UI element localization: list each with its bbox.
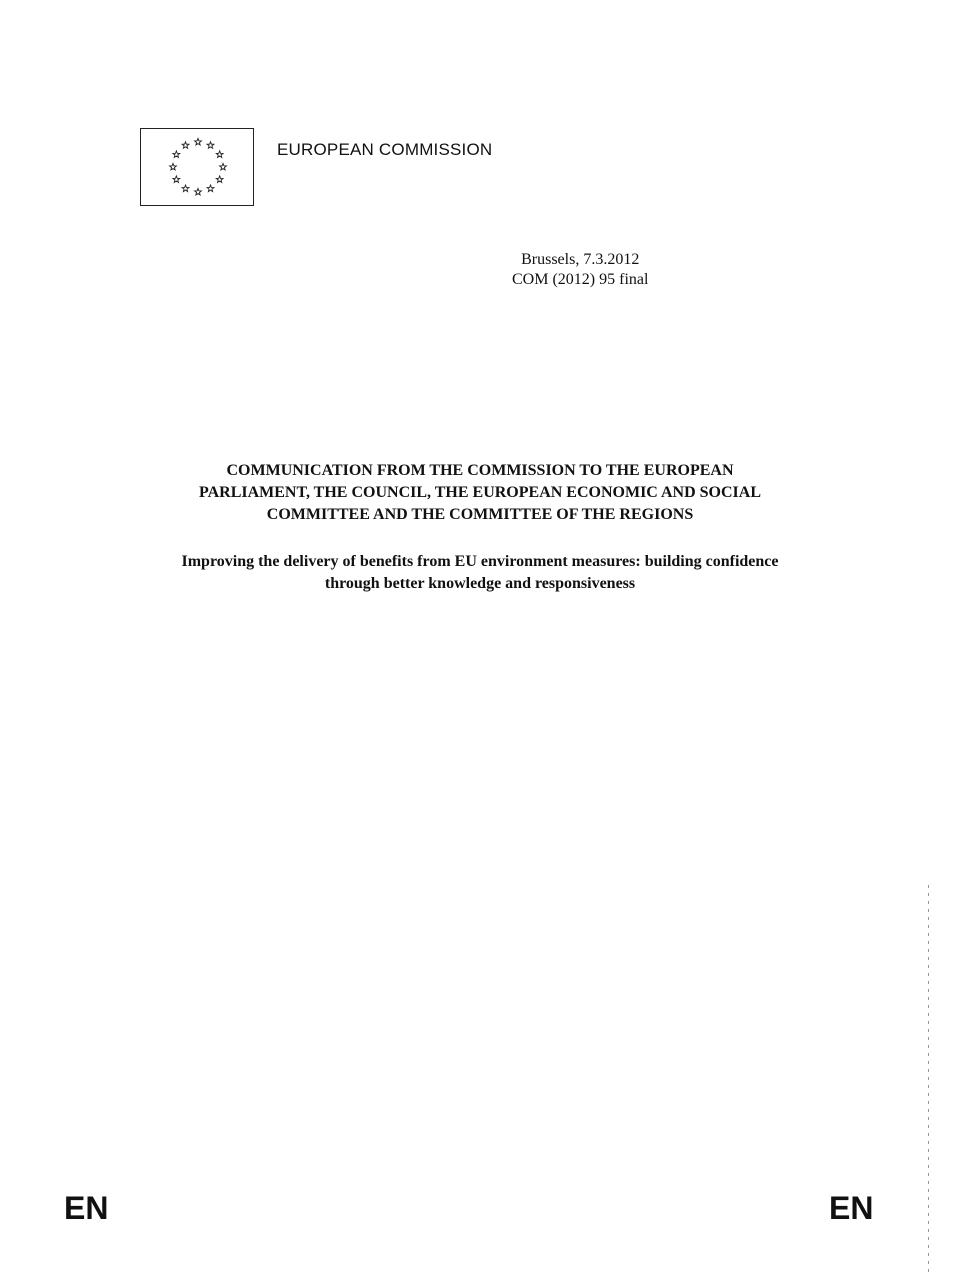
star-icon xyxy=(207,142,214,149)
language-code-right: EN xyxy=(829,1190,874,1226)
title-line: PARLIAMENT, THE COUNCIL, THE EUROPEAN ECONOMIC AND SOCIAL xyxy=(199,484,761,501)
star-icon xyxy=(195,138,202,145)
document-number: COM (2012) 95 final xyxy=(512,271,649,288)
star-icon xyxy=(216,151,223,158)
subtitle-line: Improving the delivery of benefits from EU environment measures: building confidence xyxy=(181,553,779,570)
star-icon xyxy=(220,163,227,170)
star-icon xyxy=(173,176,180,183)
organization-name: EUROPEAN COMMISSION xyxy=(277,140,493,159)
document-subtitle xyxy=(80,551,880,595)
language-code-left: EN xyxy=(64,1190,109,1226)
star-icon xyxy=(207,185,214,192)
title-line: COMMUNICATION FROM THE COMMISSION TO THE EUROPEAN xyxy=(226,462,734,479)
eu-flag-stars-icon xyxy=(140,128,254,206)
title-line: COMMITTEE AND THE COMMITTEE OF THE REGIONS xyxy=(266,506,694,523)
star-icon xyxy=(173,151,180,158)
place-date: Brussels, 7.3.2012 xyxy=(521,251,640,268)
scan-edge-mark xyxy=(927,885,930,1275)
reference-block xyxy=(512,250,648,290)
star-icon xyxy=(195,188,202,195)
star-icon xyxy=(182,185,189,192)
document-title xyxy=(80,460,880,526)
subtitle-line: through better knowledge and responsiveness xyxy=(324,575,636,592)
star-icon xyxy=(170,163,177,170)
star-icon xyxy=(182,142,189,149)
star-icon xyxy=(216,176,223,183)
